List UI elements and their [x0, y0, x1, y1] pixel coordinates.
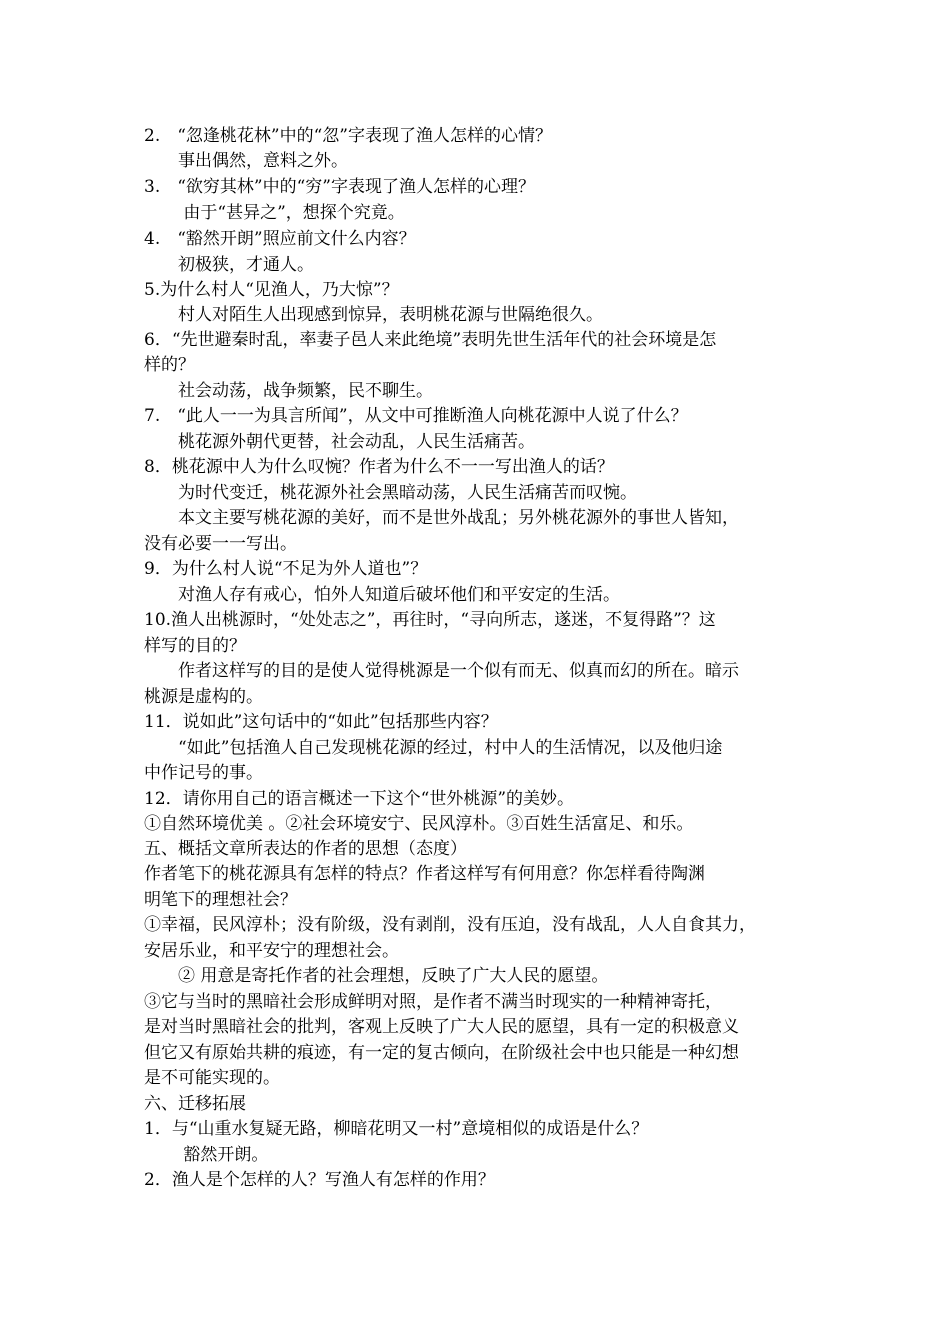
text-line: 但它又有原始共耕的痕迹，有一定的复古倾向，在阶级社会中也只能是一种幻想	[144, 1043, 739, 1063]
text-line: 样写的目的？	[144, 636, 246, 656]
text-line: 2. “忽逢桃花林”中的“忽”字表现了渔人怎样的心情？	[144, 126, 552, 146]
text-line: 1．与“山重水复疑无路，柳暗花明又一村”意境相似的成语是什么？	[144, 1119, 649, 1139]
text-line: 是不可能实现的。	[144, 1068, 280, 1088]
text-line: 5.为什么村人“见渔人，乃大惊”？	[144, 280, 399, 300]
text-line: ①幸福，民风淳朴；没有阶级，没有剥削，没有压迫，没有战乱，人人自食其力，	[144, 915, 756, 935]
text-line: 10.渔人出桃源时，“处处志之”，再往时，“寻向所志，遂迷，不复得路”？这	[144, 610, 716, 630]
text-line: 明笔下的理想社会？	[144, 890, 297, 910]
text-line: 2．渔人是个怎样的人？写渔人有怎样的作用？	[144, 1170, 495, 1190]
text-line: ③它与当时的黑暗社会形成鲜明对照，是作者不满当时现实的一种精神寄托，	[144, 992, 722, 1012]
text-line: 样的？	[144, 355, 195, 375]
text-line: 安居乐业，和平安宁的理想社会。	[144, 941, 399, 961]
text-line: 为时代变迁，桃花源外社会黑暗动荡，人民生活痛苦而叹惋。	[144, 483, 637, 503]
text-line: 6．“先世避秦时乱，率妻子邑人来此绝境”表明先世生活年代的社会环境是怎	[144, 330, 717, 350]
text-line: 是对当时黑暗社会的批判，客观上反映了广大人民的愿望，具有一定的积极意义	[144, 1017, 739, 1037]
text-line: 由于“甚异之”，想探个究竟。	[144, 203, 405, 223]
text-line: 3. “欲穷其林”中的“穷”字表现了渔人怎样的心理？	[144, 177, 535, 197]
text-line: 对渔人存有戒心，怕外人知道后破坏他们和平安定的生活。	[144, 585, 620, 605]
text-line: 初极狭，才通人。	[144, 255, 314, 275]
text-line: 4. “豁然开朗”照应前文什么内容？	[144, 229, 416, 249]
text-line: 9．为什么村人说“不足为外人道也”？	[144, 559, 428, 579]
text-line: 没有必要一一写出。	[144, 534, 297, 554]
text-line: 豁然开朗。	[144, 1145, 269, 1165]
text-line: 桃花源外朝代更替，社会动乱，人民生活痛苦。	[144, 432, 535, 452]
text-line: ② 用意是寄托作者的社会理想，反映了广大人民的愿望。	[144, 966, 609, 986]
text-line: 六、迁移拓展	[144, 1094, 246, 1114]
text-line: 12．请你用自己的语言概述一下这个“世外桃源”的美妙。	[144, 789, 575, 809]
text-line: 8．桃花源中人为什么叹惋？作者为什么不一一写出渔人的话？	[144, 457, 614, 477]
text-line: 桃源是虚构的。	[144, 687, 263, 707]
text-line: 村人对陌生人出现感到惊异，表明桃花源与世隔绝很久。	[144, 305, 603, 325]
text-line: 事出偶然，意料之外。	[144, 151, 348, 171]
text-line: 11．说如此”这句话中的“如此”包括那些内容？	[144, 712, 498, 732]
text-line: ①自然环境优美 。②社会环境安宁、民风淳朴。③百姓生活富足、和乐。	[144, 814, 694, 834]
text-line: 作者笔下的桃花源具有怎样的特点？作者这样写有何用意？你怎样看待陶渊	[144, 864, 705, 884]
text-line: 本文主要写桃花源的美好，而不是世外战乱；另外桃花源外的事世人皆知，	[144, 508, 739, 528]
text-line: 五、概括文章所表达的作者的思想（态度）	[144, 839, 467, 859]
text-line: 中作记号的事。	[144, 763, 263, 783]
text-line: “如此”包括渔人自己发现桃花源的经过，村中人的生活情况，以及他归途	[144, 738, 723, 758]
text-line: 7. “此人一一为具言所闻”，从文中可推断渔人向桃花源中人说了什么？	[144, 406, 688, 426]
text-line: 社会动荡，战争频繁，民不聊生。	[144, 381, 433, 401]
text-line: 作者这样写的目的是使人觉得桃源是一个似有而无、似真而幻的所在。暗示	[144, 661, 739, 681]
